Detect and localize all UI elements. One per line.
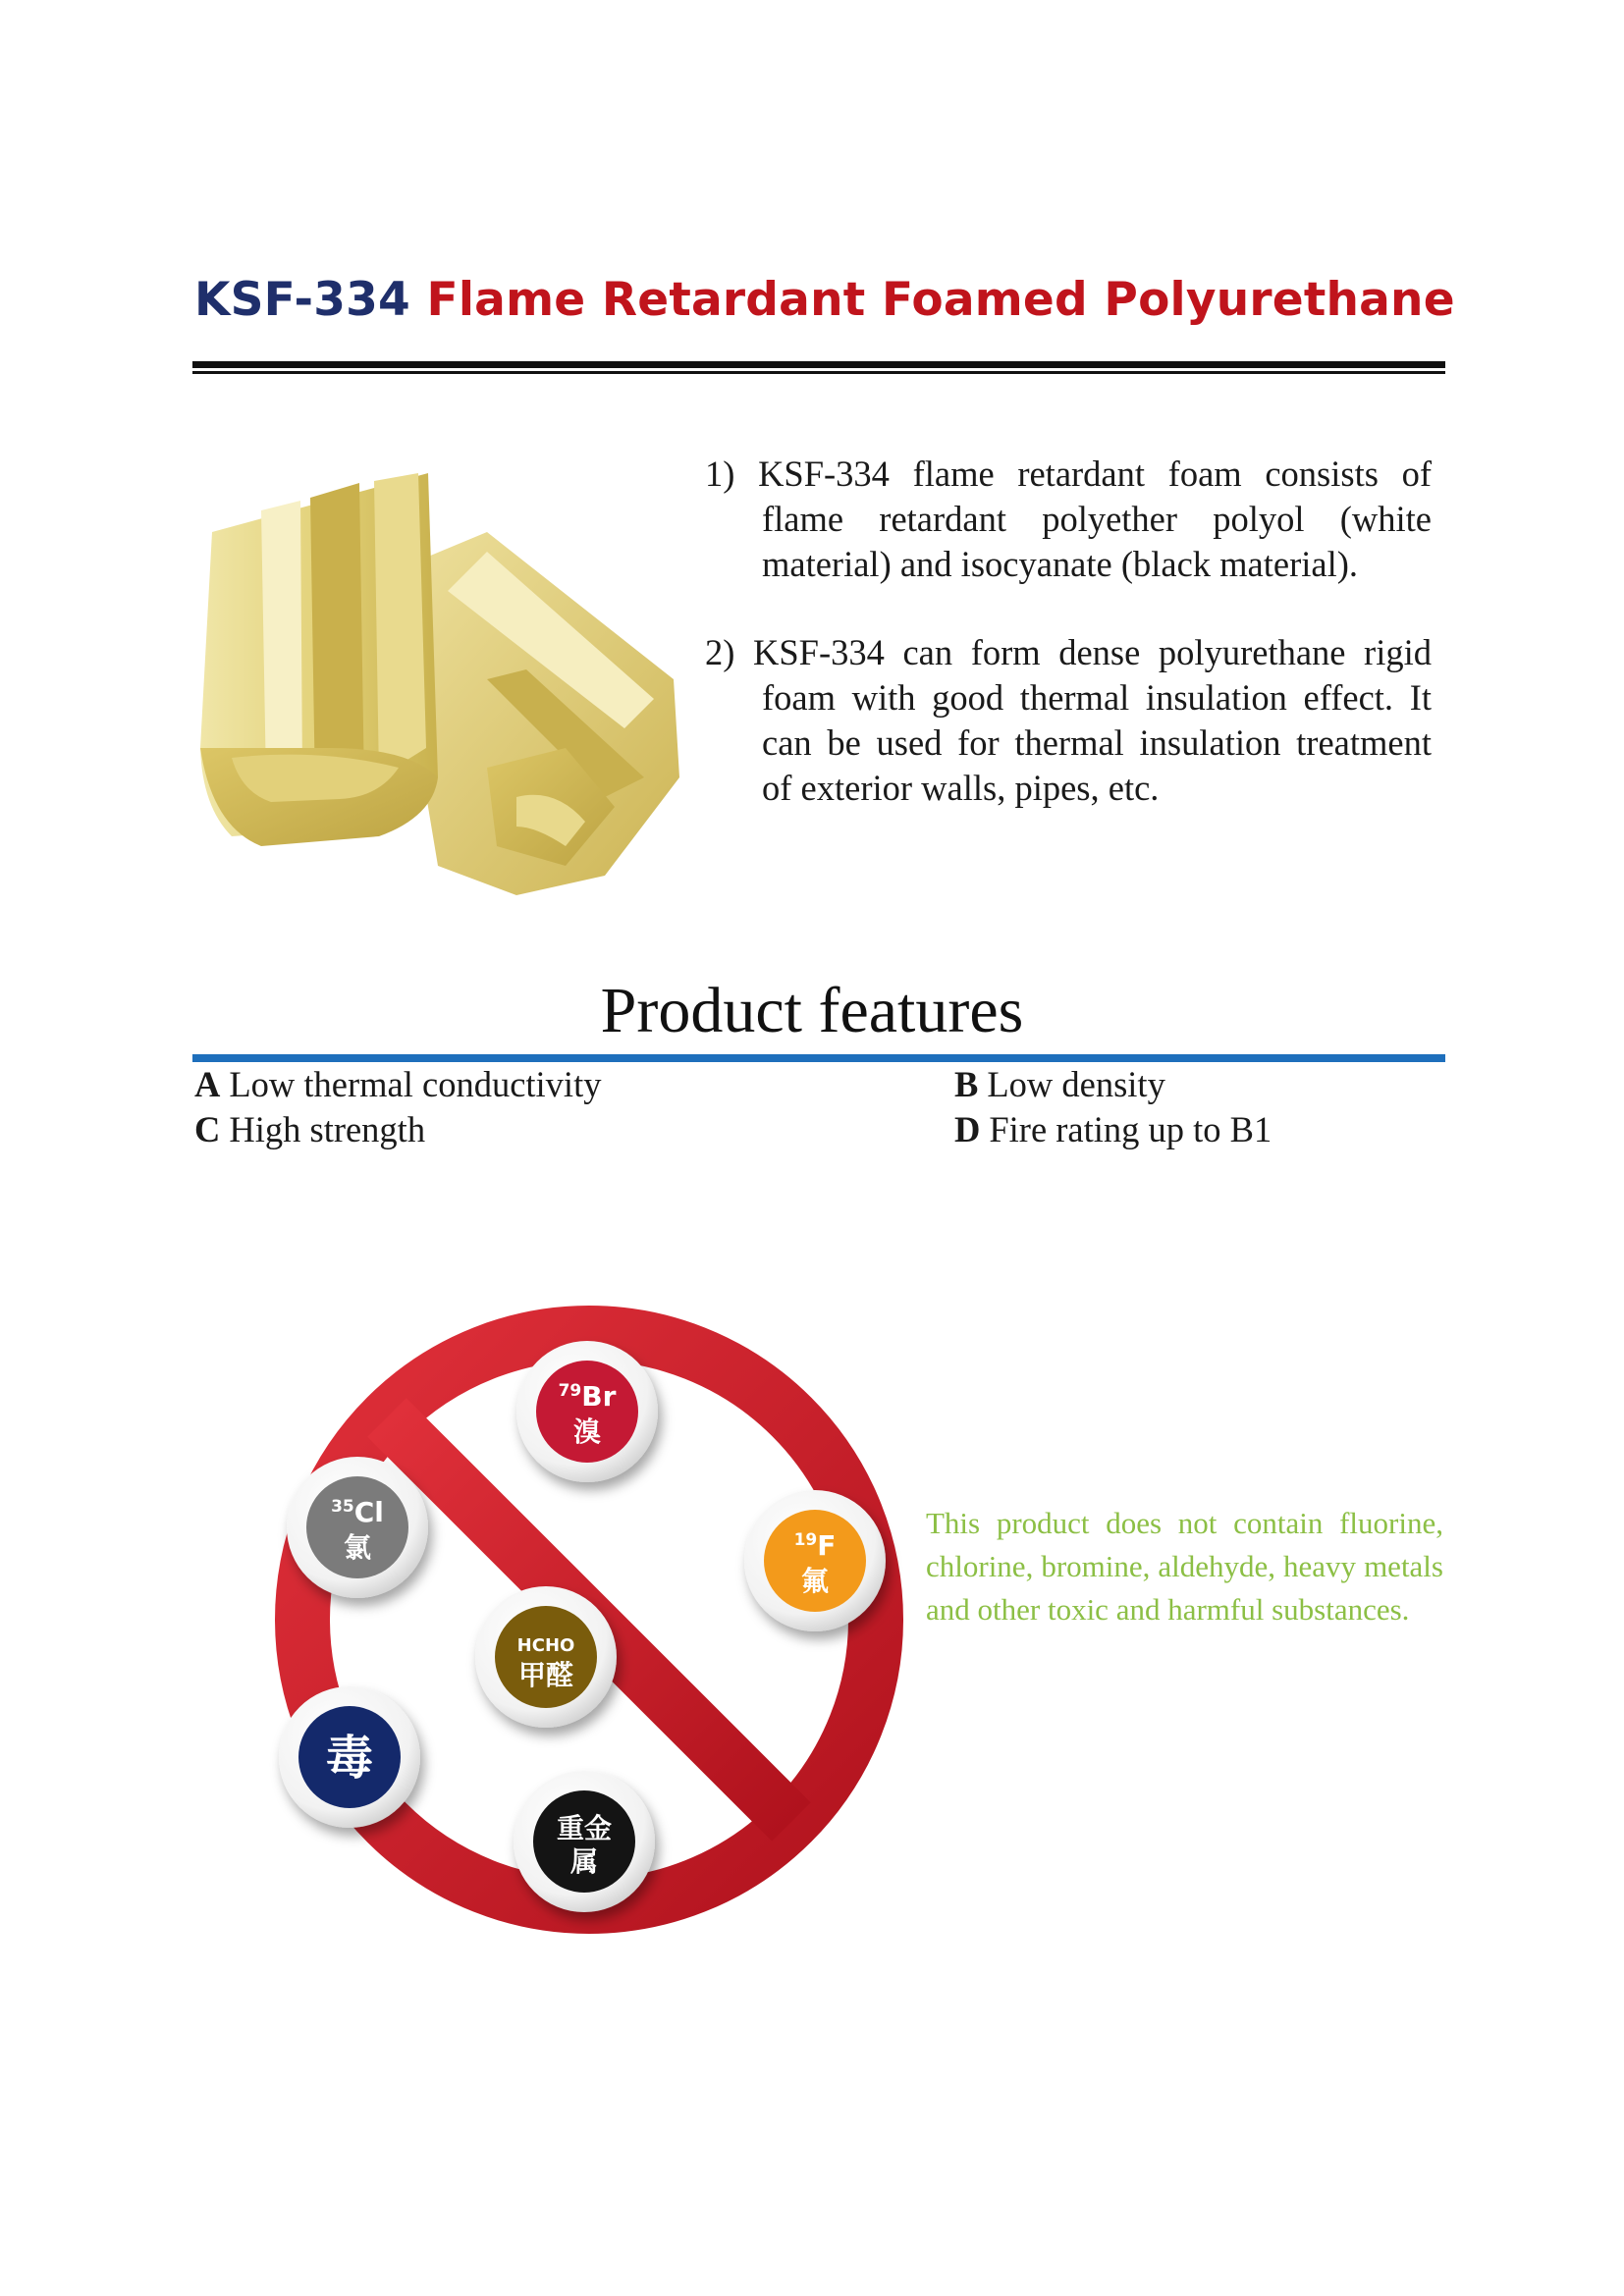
front-shell (200, 473, 438, 846)
element-chinese-name: 属 (569, 1845, 599, 1878)
feature-text: Low thermal conductivity (229, 1064, 602, 1104)
description (705, 452, 1432, 811)
title-divider-thin (192, 371, 1445, 374)
features-divider (192, 1054, 1445, 1062)
model-number: KSF-334 (194, 273, 410, 327)
badge-heavy-metals (514, 1771, 655, 1912)
badge-fluorine (744, 1490, 886, 1631)
element-symbol: 79Br (558, 1380, 617, 1413)
element-chinese-name: 毒 (325, 1731, 374, 1786)
element-chinese-name: 氯 (343, 1531, 372, 1564)
page-title (194, 273, 1455, 327)
description-point-2: 2) KSF-334 can form dense polyurethane rigid foam with good thermal insulation effect. It can be used for thermal insulation treatment of exterior walls, pipes, etc. (705, 632, 1432, 808)
feature-letter: A (194, 1064, 221, 1104)
features-heading: Product features (600, 975, 1024, 1046)
element-chinese-name: 重金 (556, 1812, 613, 1844)
badge-formaldehyde (475, 1586, 617, 1728)
feature-b (954, 1062, 1165, 1107)
substance-free-note: This product does not contain fluorine, chlorine, bromine, aldehyde, heavy metals and other toxic and harmful substances. (926, 1506, 1443, 1627)
badge-chlorine (287, 1457, 428, 1598)
feature-c (194, 1107, 425, 1152)
product-image (192, 454, 679, 907)
element-chinese-name: 溴 (572, 1415, 602, 1448)
element-symbol: 35Cl (331, 1496, 384, 1528)
badge-toxic (279, 1686, 420, 1828)
feature-d (954, 1107, 1272, 1152)
feature-text: Fire rating up to B1 (989, 1109, 1272, 1149)
element-symbol: 19F (793, 1529, 837, 1562)
prohibited-substances-graphic (265, 1296, 913, 1944)
element-chinese-name: 氟 (800, 1565, 830, 1597)
element-symbol: HCHO (516, 1635, 575, 1656)
badge-bromine (516, 1341, 658, 1482)
feature-a (194, 1062, 601, 1107)
description-point-1: 1) KSF-334 flame retardant foam consists of flame retardant polyether polyol (white material) and isocyanate (black material). (705, 454, 1432, 584)
product-name: Flame Retardant Foamed Polyurethane (426, 273, 1455, 327)
feature-letter: D (954, 1109, 981, 1149)
feature-text: High strength (229, 1109, 426, 1149)
feature-letter: C (194, 1109, 221, 1149)
feature-letter: B (954, 1064, 979, 1104)
title-divider (192, 361, 1445, 368)
feature-text: Low density (987, 1064, 1165, 1104)
element-chinese-name: 甲醛 (517, 1659, 574, 1691)
